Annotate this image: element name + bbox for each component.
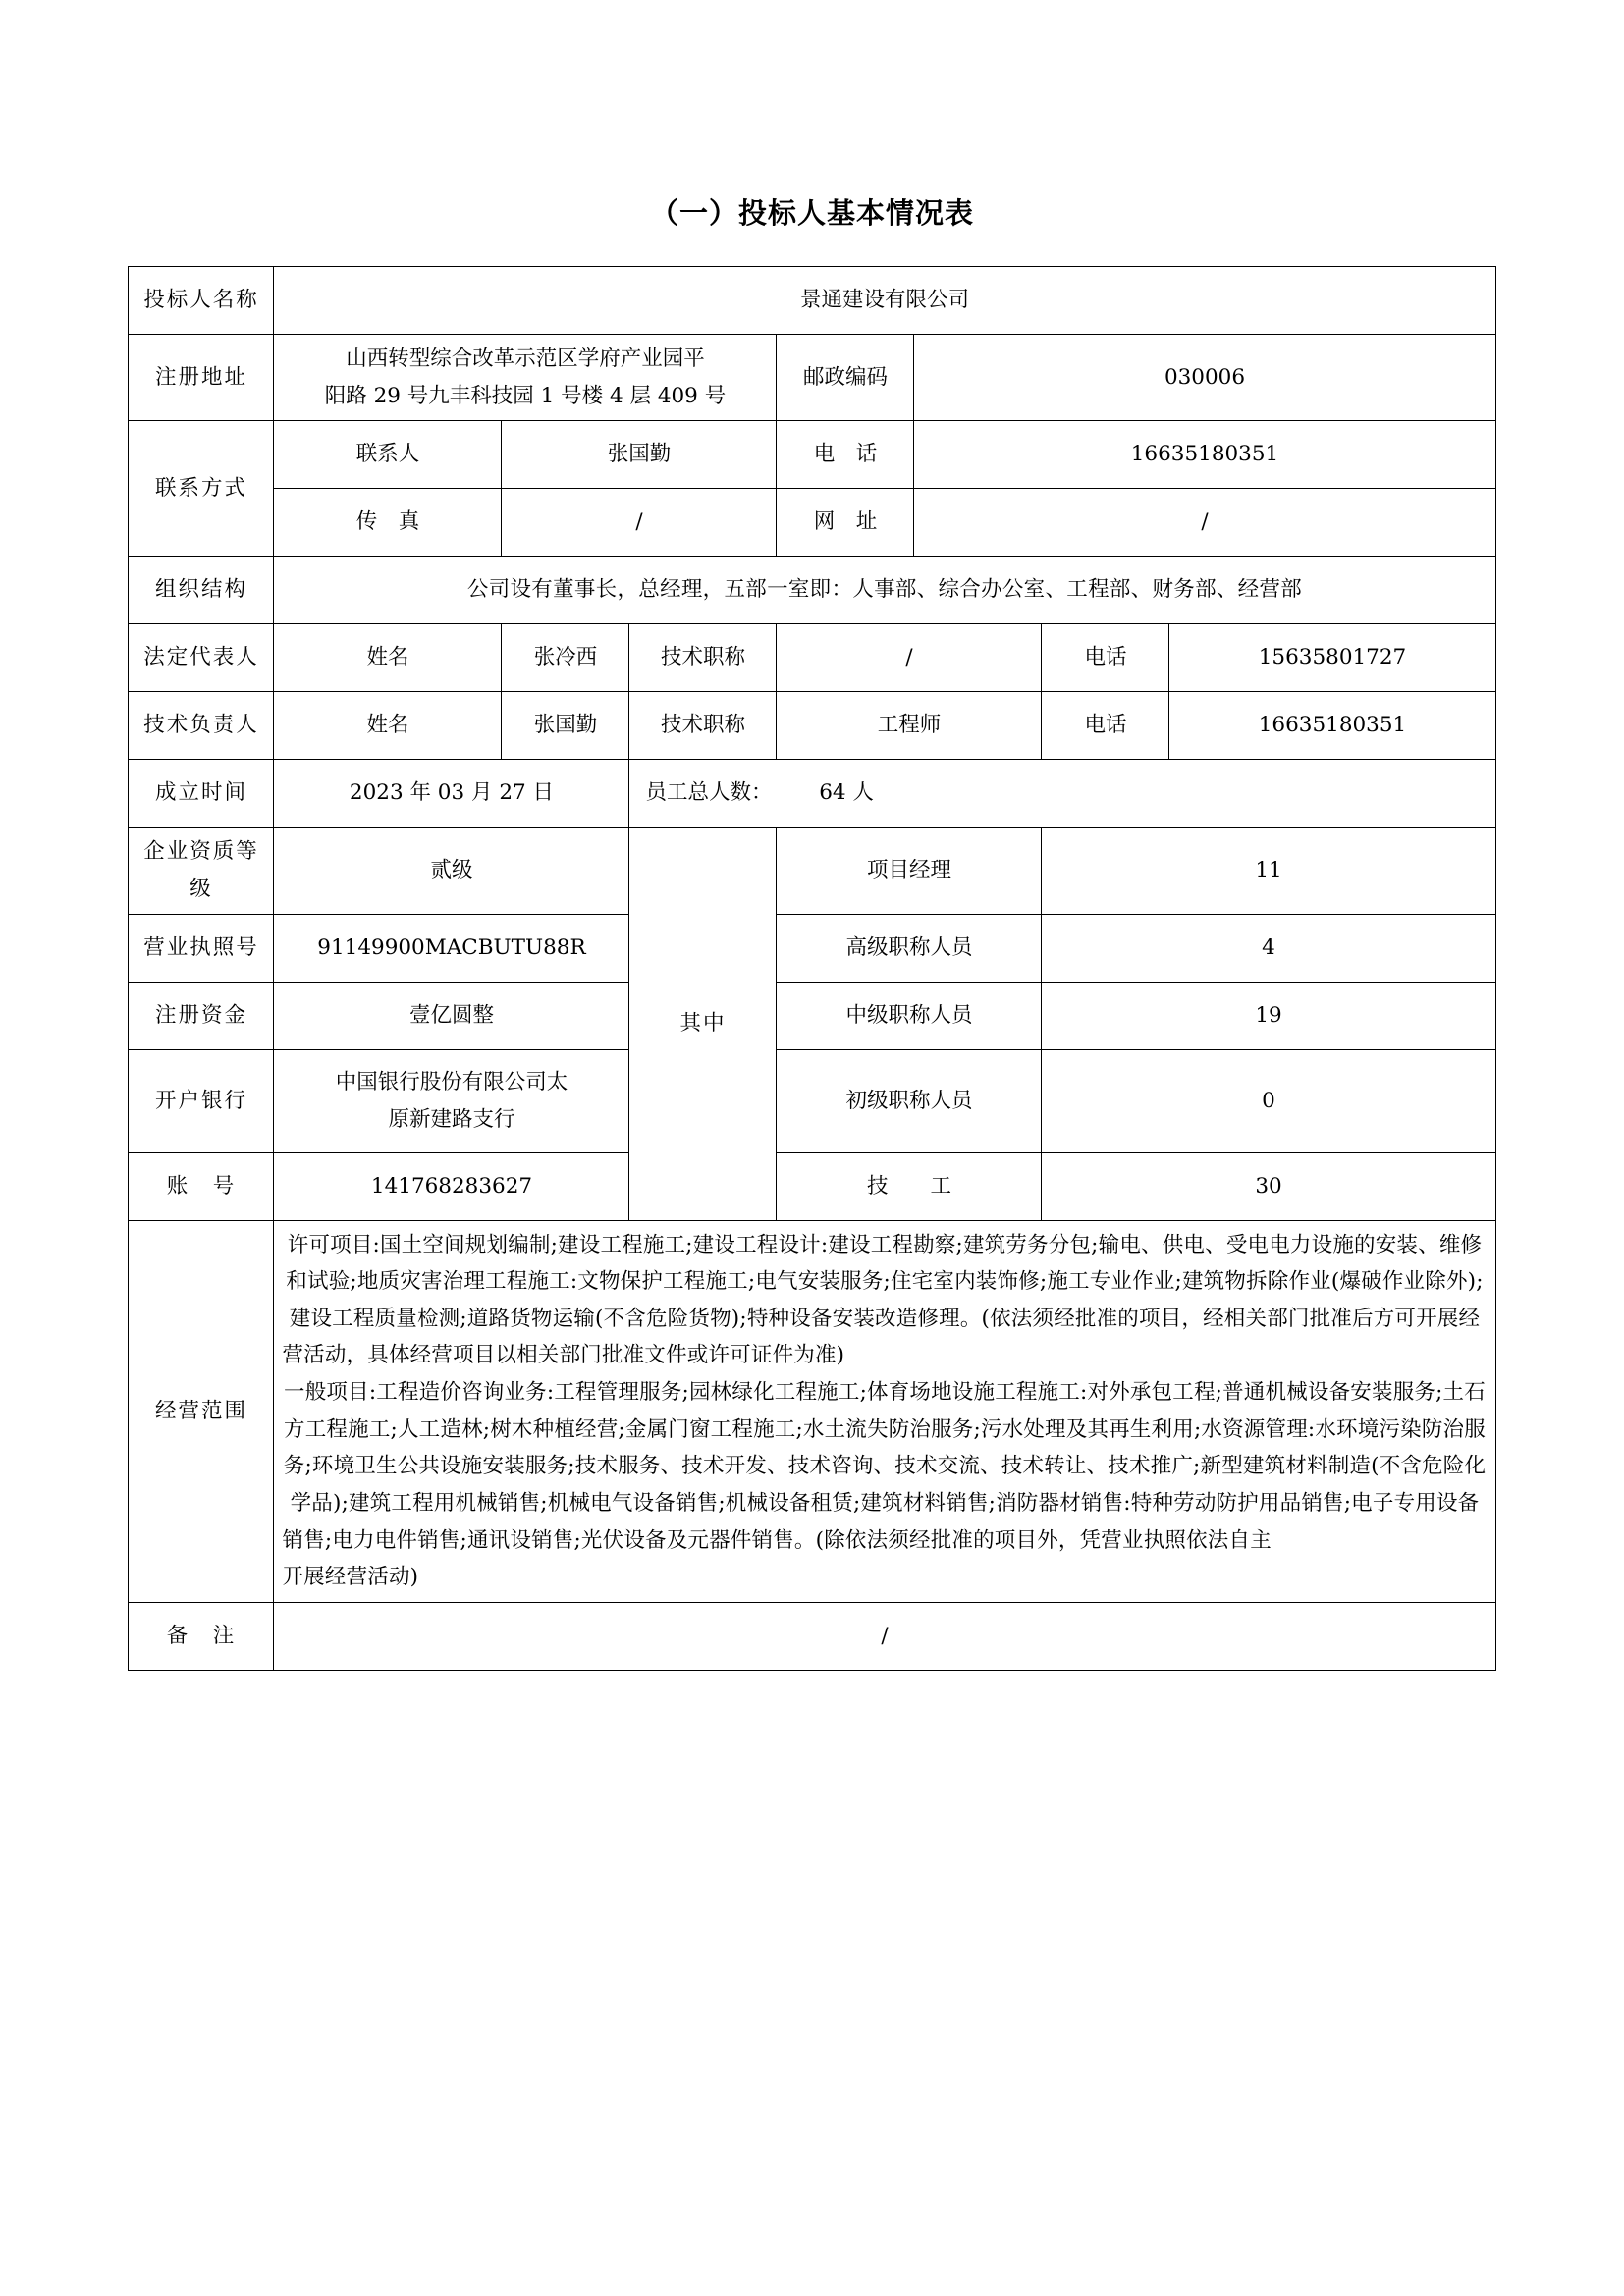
qualification-label: 企业资质等级 — [129, 828, 274, 914]
account-label: 账 号 — [129, 1152, 274, 1220]
page-title: （一）投标人基本情况表 — [649, 196, 974, 230]
bank-value-line1: 中国银行股份有限公司太 — [335, 1069, 568, 1095]
legal-rep-phone-value: 15635801727 — [1169, 624, 1495, 692]
bank-label: 开户银行 — [129, 1049, 274, 1152]
junior-title-label: 初级职称人员 — [777, 1049, 1042, 1152]
table-row-bidder-name — [129, 267, 1495, 335]
license-value: 91149900MACBUTU88R — [274, 914, 629, 982]
table-row-fax — [129, 489, 1495, 557]
scope-value — [274, 1220, 1495, 1602]
table-row-qualification — [129, 828, 1495, 914]
among-label: 其中 — [629, 828, 777, 1220]
staff-total-value: 64 人 — [819, 780, 874, 806]
account-value: 141768283627 — [274, 1152, 629, 1220]
legal-rep-name-label: 姓名 — [274, 624, 502, 692]
junior-title-value: 0 — [1042, 1049, 1495, 1152]
table-row-legal-rep — [129, 624, 1495, 692]
reg-address-line1: 山西转型综合改革示范区学府产业园平 — [346, 347, 705, 371]
table-row-scope — [129, 1220, 1495, 1602]
table-row-account — [129, 1152, 1495, 1220]
fax-label: 传 真 — [274, 489, 502, 557]
bank-value — [274, 1049, 629, 1152]
remark-value: / — [274, 1602, 1495, 1670]
phone-label: 电 话 — [777, 421, 914, 489]
contact-person-label: 联系人 — [274, 421, 502, 489]
reg-address-value — [274, 335, 777, 421]
legal-rep-phone-label: 电话 — [1042, 624, 1169, 692]
mid-title-label: 中级职称人员 — [777, 982, 1042, 1049]
website-value: / — [914, 489, 1495, 557]
tech-lead-name-label: 姓名 — [274, 692, 502, 760]
table-row-bank — [129, 1049, 1495, 1152]
legal-rep-name-value: 张冷西 — [502, 624, 629, 692]
scope-paragraph-2: 一般项目:工程造价咨询业务:工程管理服务;园林绿化工程施工;体育场地设施工程施工:对外承包工程;普通机械设备安装服务;土石方工程施工;人工造林;树木种植经营;金属门窗工程施工;水土流失防治服务;污水处理及其再生利用;水资源管理:水环境污染防治服务;环境卫生公共设施安装服务;技术服务、技术开发、技术咨询、技术交流、技术转让、技术推广;新型建筑材料制造(不含危险化学品);建筑工程用机械销售;机械电气设备销售;机械设备租赁;建筑材料销售;消防器材销售:特种劳动防护用品销售;电子专用设备销售;电力电件销售;通讯设销售;光伏设备及元器件销售。(除依法须经批准的项目外，凭营业执照依法自主 — [282, 1380, 1487, 1553]
bank-value-line2: 原新建路支行 — [388, 1106, 515, 1132]
found-time-label: 成立时间 — [129, 760, 274, 828]
table-row-found-time — [129, 760, 1495, 828]
license-label: 营业执照号 — [129, 914, 274, 982]
scope-label: 经营范围 — [129, 1220, 274, 1602]
found-time-value: 2023 年 03 月 27 日 — [274, 760, 629, 828]
senior-title-label: 高级职称人员 — [777, 914, 1042, 982]
contact-person-value: 张国勤 — [502, 421, 777, 489]
staff-total-cell — [629, 760, 1495, 828]
postcode-label: 邮政编码 — [777, 335, 914, 421]
table-row-org-structure — [129, 557, 1495, 624]
org-structure-label: 组织结构 — [129, 557, 274, 624]
bidder-name-value: 景通建设有限公司 — [274, 267, 1495, 335]
tech-lead-title-label: 技术职称 — [629, 692, 777, 760]
fax-value: / — [502, 489, 777, 557]
staff-total-label: 员工总人数： — [645, 780, 773, 806]
legal-rep-title-value: / — [777, 624, 1042, 692]
bidder-name-label: 投标人名称 — [129, 267, 274, 335]
postcode-value: 030006 — [914, 335, 1495, 421]
tech-lead-title-value: 工程师 — [777, 692, 1042, 760]
project-manager-value: 11 — [1042, 828, 1495, 914]
tech-lead-name-value: 张国勤 — [502, 692, 629, 760]
bidder-basic-info-table — [128, 266, 1495, 1671]
website-label: 网 址 — [777, 489, 914, 557]
tech-lead-label: 技术负责人 — [129, 692, 274, 760]
table-row-reg-address — [129, 335, 1495, 421]
capital-value: 壹亿圆整 — [274, 982, 629, 1049]
qualification-value: 贰级 — [274, 828, 629, 914]
table-row-remark — [129, 1602, 1495, 1670]
worker-value: 30 — [1042, 1152, 1495, 1220]
contact-label: 联系方式 — [129, 421, 274, 557]
table-row-license — [129, 914, 1495, 982]
reg-address-line2: 阳路 29 号九丰科技园 1 号楼 4 层 409 号 — [324, 383, 727, 408]
capital-label: 注册资金 — [129, 982, 274, 1049]
scope-last-line: 开展经营活动) — [282, 1565, 419, 1590]
phone-value: 16635180351 — [914, 421, 1495, 489]
remark-label: 备 注 — [129, 1602, 274, 1670]
project-manager-label: 项目经理 — [777, 828, 1042, 914]
scope-paragraph-1: 许可项目:国土空间规划编制;建设工程施工;建设工程设计:建设工程勘察;建筑劳务分包;输电、供电、受电电力设施的安装、维修和试验;地质灾害治理工程施工:文物保护工程施工;电气安装服务;住宅室内装饰修;施工专业作业;建筑物拆除作业(爆破作业除外);建设工程质量检测;道路货物运输(不含危险货物);特种设备安装改造修理。(依法须经批准的项目，经相关部门批准后方可开展经营活动，具体经营项目以相关部门批准文件或许可证件为准) — [282, 1232, 1484, 1368]
legal-rep-title-label: 技术职称 — [629, 624, 777, 692]
reg-address-label: 注册地址 — [129, 335, 274, 421]
tech-lead-phone-value: 16635180351 — [1169, 692, 1495, 760]
org-structure-value: 公司设有董事长，总经理，五部一室即：人事部、综合办公室、工程部、财务部、经营部 — [274, 557, 1495, 624]
worker-label: 技 工 — [777, 1152, 1042, 1220]
table-row-tech-lead — [129, 692, 1495, 760]
table-row-capital — [129, 982, 1495, 1049]
table-row-contact-person — [129, 421, 1495, 489]
senior-title-value: 4 — [1042, 914, 1495, 982]
tech-lead-phone-label: 电话 — [1042, 692, 1169, 760]
legal-rep-label: 法定代表人 — [129, 624, 274, 692]
mid-title-value: 19 — [1042, 982, 1495, 1049]
